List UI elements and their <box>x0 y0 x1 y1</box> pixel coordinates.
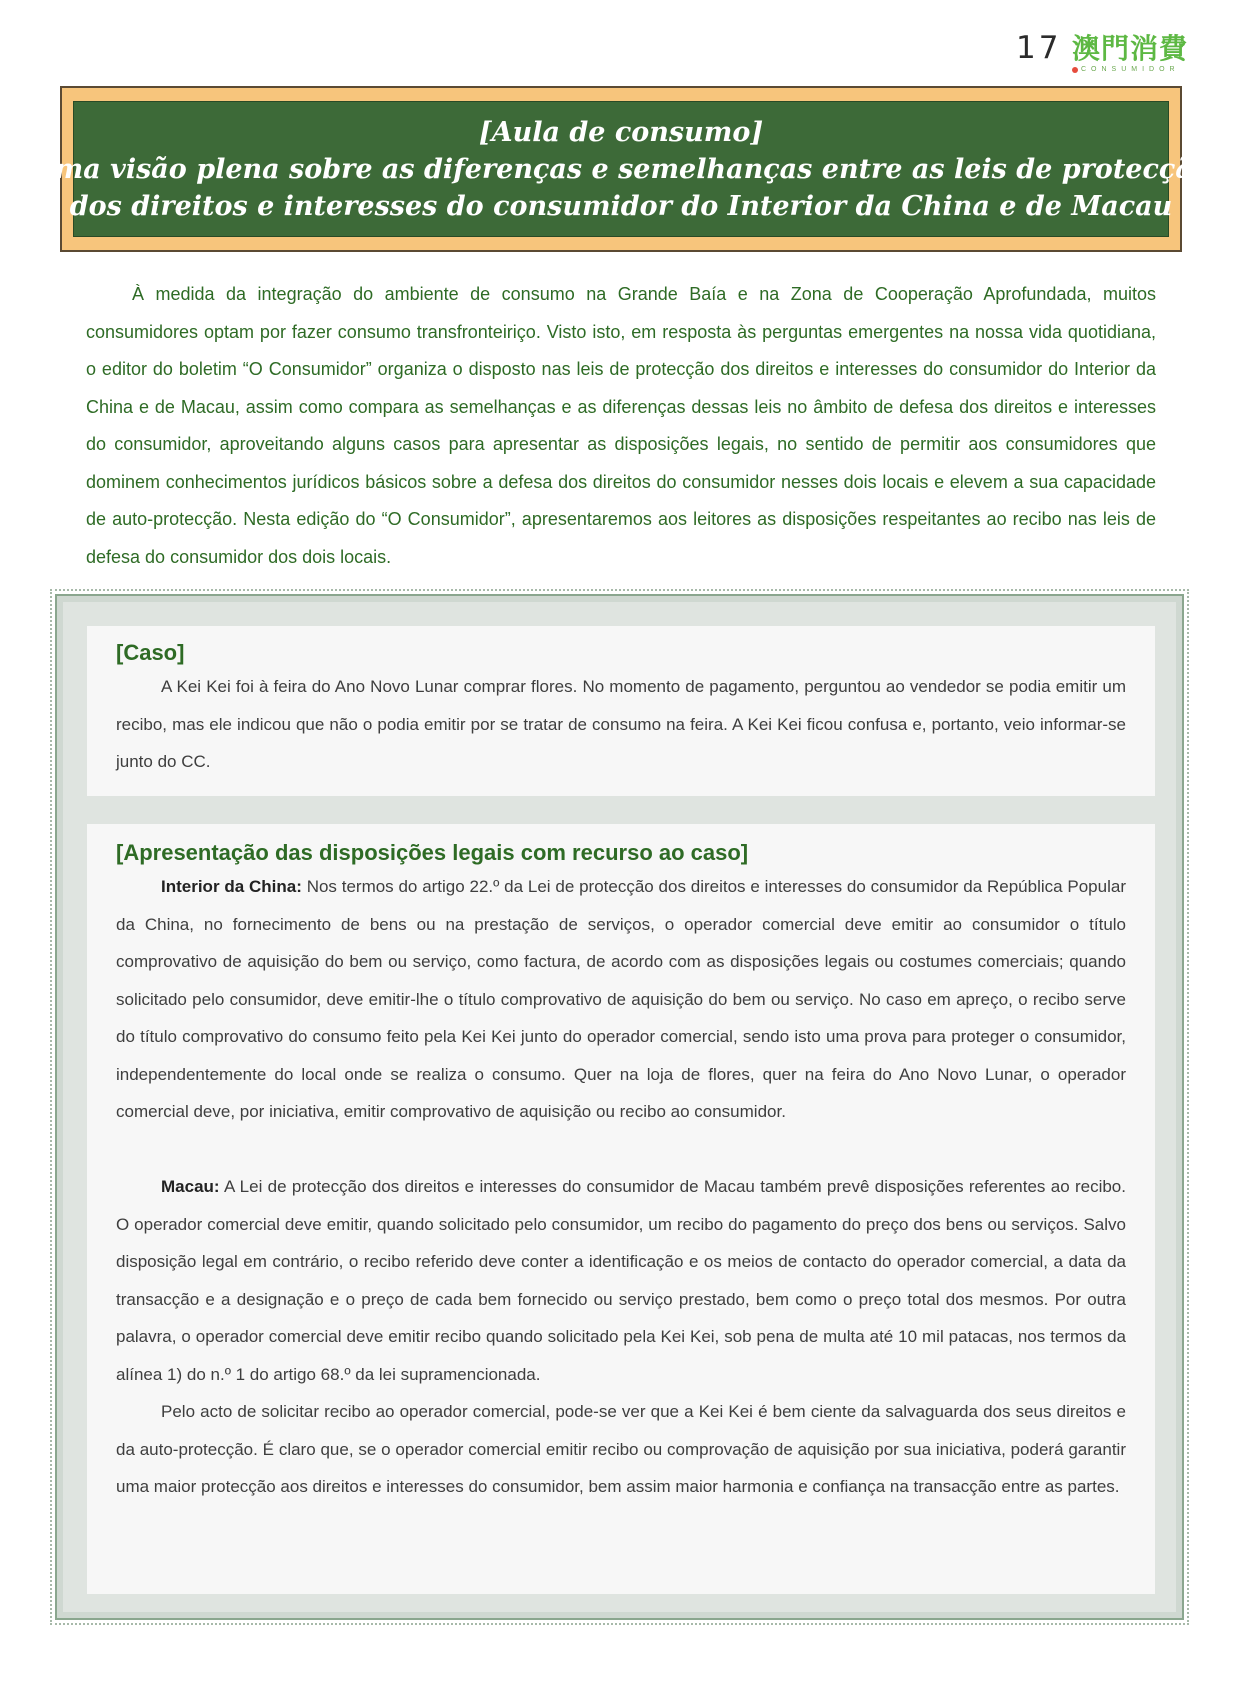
macau-text: A Lei de protecção dos direitos e interesses do consumidor de Macau também prevê disposições referentes ao recibo. O operador comercial deve emitir, quando solicitado pelo consumidor, um recibo do pagamento do preço dos bens ou serviços. Salvo disposição legal em contrário, o recibo referido deve conter a identificação e os meios de contacto do operador comercial, a data da transacção e a designação e o preço de cada bem fornecido ou serviço prestado, bem como o preço total dos mesmos. Por outra palavra, o operador comercial deve emitir recibo quando solicitado pela Kei Kei, sob pena de multa até 10 mil patacas, nos termos da alínea 1) do n.º 1 do artigo 68.º da lei supramencionada. <box>116 1177 1126 1384</box>
logo-dot-icon <box>1072 67 1078 73</box>
china-label: Interior da China: <box>161 877 302 896</box>
macau-paragraph <box>116 1168 1126 1393</box>
title-line-2: Uma visão plena sobre as diferenças e semelhanças entre as leis de protecção <box>31 153 1211 185</box>
case-heading: [Caso] <box>116 640 185 665</box>
title-chalkboard <box>31 101 1211 237</box>
title-banner <box>31 86 1211 252</box>
macau-label: Macau: <box>161 1177 220 1196</box>
legal-heading: [Apresentação das disposições legais com recurso ao caso] <box>116 840 749 865</box>
content-panel <box>55 594 1184 1620</box>
paragraph-spacer <box>116 1131 1126 1169</box>
page-number: 17 <box>1016 30 1062 66</box>
logo-subtext: CONSUMIDOR <box>1081 66 1180 73</box>
china-paragraph <box>116 868 1126 1131</box>
case-text: A Kei Kei foi à feira do Ano Novo Lunar comprar flores. No momento de pagamento, perguntou ao vendedor se podia emitir um recibo, mas ele indicou que não o podia emitir por se tratar de consumo na feira. A Kei Kei ficou confusa e, portanto, veio informar-se junto do CC. <box>116 677 1126 771</box>
consumidor-logo <box>1072 34 1188 78</box>
conclusion-paragraph: Pelo acto de solicitar recibo ao operador comercial, pode-se ver que a Kei Kei é bem ciente da salvaguarda dos seus direitos e da auto-protecção. É claro que, se o operador comercial emitir recibo ou comprovação de aquisição por sua iniciativa, poderá garantir uma maior protecção aos direitos e interesses do consumidor, bem assim maior harmonia e confiança na transacção entre as partes. <box>116 1402 1126 1496</box>
title-line-3: dos direitos e interesses do consumidor do Interior da China e de Macau <box>69 190 1173 222</box>
logo-text: 澳門消費 <box>1072 32 1189 65</box>
intro-paragraph: À medida da integração do ambiente de consumo na Grande Baía e na Zona de Cooperação Aprofundada, muitos consumidores optam por fazer consumo transfronteiriço. Visto isto, em resposta às perguntas emergentes na nossa vida quotidiana, o editor do boletim “O Consumidor” organiza o disposto nas leis de protecção dos direitos e interesses do consumidor do Interior da China e de Macau, assim como compara as semelhanças e as diferenças dessas leis no âmbito de defesa dos direitos e interesses do consumidor, aproveitando alguns casos para apresentar as disposições legais, no sentido de permitir aos consumidores que dominem conhecimentos jurídicos básicos sobre a defesa dos direitos do consumidor nesses dois locais e elevem a sua capacidade de auto-protecção. Nesta edição do “O Consumidor”, apresentaremos aos leitores as disposições respeitantes ao recibo nas leis de defesa do consumidor dos dois locais. <box>86 284 1156 567</box>
title-line-1: [Aula de consumo] <box>478 116 764 148</box>
china-text: Nos termos do artigo 22.º da Lei de protecção dos direitos e interesses do consumidor da República Popular da China, no fornecimento de bens ou na prestação de serviços, o operador comercial deve emitir ao consumidor o título comprovativo de aquisição do bem ou serviço, como factura, de acordo com as disposições legais ou costumes comerciais; quando solicitado pelo consumidor, deve emitir-lhe o título comprovativo de aquisição do bem ou serviço. No caso em apreço, o recibo serve do título comprovativo do consumo feito pela Kei Kei junto do operador comercial, sendo isto uma prova para proteger o consumidor, independentemente do local onde se realiza o consumo. Quer na loja de flores, quer na feira do Ano Novo Lunar, o operador comercial deve, por iniciativa, emitir comprovativo de aquisição ou recibo ao consumidor. <box>116 877 1126 1121</box>
case-card <box>87 626 1155 796</box>
legal-card <box>87 824 1155 1594</box>
